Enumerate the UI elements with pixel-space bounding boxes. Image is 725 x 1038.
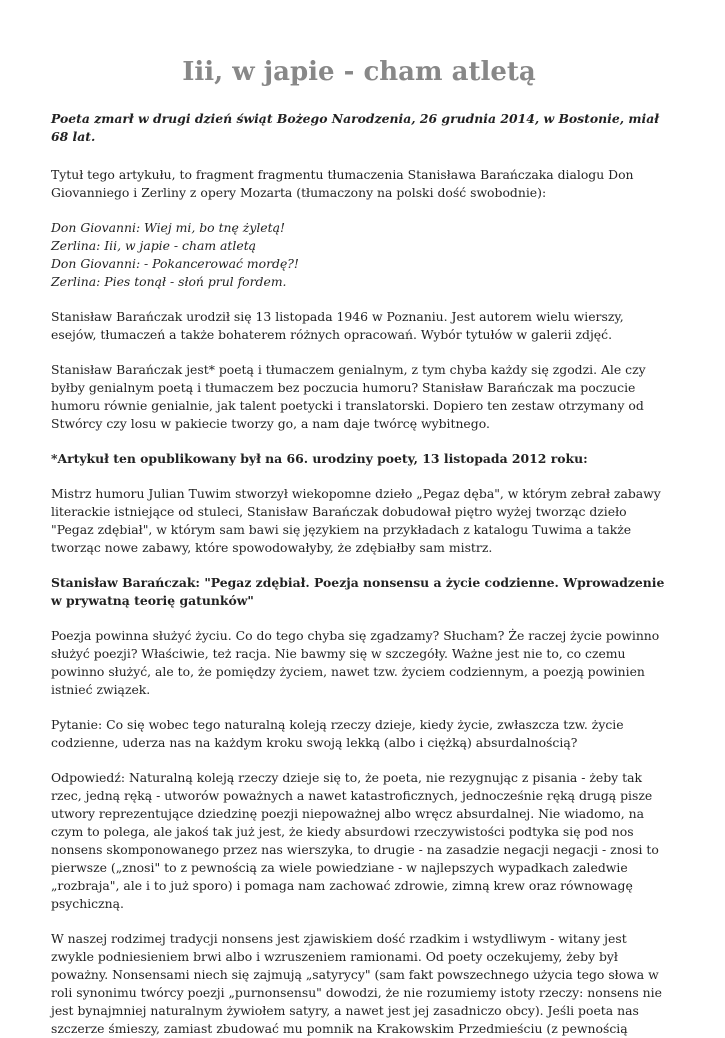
dialogue-block [51, 219, 667, 291]
genius-paragraph: Stanisław Barańczak jest* poetą i tłumaczem genialnym, z tym chyba każdy się zgodzi. Ale czy byłby genialnym poetą i tłumaczem bez poczucia humoru? Stanisław Barańczak ma poczucie humoru równie genialnie, jak talent poetycki i translatorski. Dopiero ten zestaw otrzymany od Stwórcy czy losu w pakiecie tworzy go, a nam daje twórcę wybitnego. [51, 362, 646, 431]
publication-note: *Artykuł ten opublikowany był na 66. urodziny poety, 13 listopada 2012 roku: [51, 451, 588, 466]
dialogue-line: Zerlina: Iii, w japie - cham atletą [51, 238, 257, 253]
question-paragraph: Pytanie: Co się wobec tego naturalną koleją rzeczy dzieje, kiedy życie, zwłaszcza tzw. życie codzienne, uderza nas na każdym kroku swoją lekką (albo i ciężką) absurdalnością? [51, 717, 624, 750]
bio-paragraph: Stanisław Barańczak urodził się 13 listopada 1946 w Poznaniu. Jest autorem wielu wierszy, esejów, tłumaczeń a także bohaterem różnych opracowań. Wybór tytułów w galerii zdjęć. [51, 309, 624, 342]
book-heading: Stanisław Barańczak: "Pegaz zdębiał. Poezja nonsensu a życie codzienne. Wprowadzenie w prywatną teorię gatunków" [51, 575, 665, 608]
intro-paragraph: Tytuł tego artykułu, to fragment fragmentu tłumaczenia Stanisława Barańczaka dialogu Don Giovanniego i Zerliny z opery Mozarta (tłumaczony na polski dość swobodnie): [51, 167, 634, 200]
answer-paragraph: Odpowiedź: Naturalną koleją rzeczy dzieje się to, że poeta, nie rezygnując z pisania - żeby tak rzec, jedną ręką - utworów poważnych a nawet katastroficznych, jednocześnie ręką drugą pisze utwory reprezentujące dziedzinę poezji niepoważnej albo wręcz absurdalnej. Nie wiadomo, na czym to polega, ale jakoś tak już jest, że kiedy absurdowi rzeczywistości podtyka się pod nos nonsens skomponowanego przez nas wierszyka, to drugie - na zasadzie negacji negacji - znosi to pierwsze („znosi" to z pewnością za wiele powiedziane - w najlepszych wypadkach zaledwie „rozbraja", ale i to już sporo) i pomaga nam zachować zdrowie, zimną krew oraz równowagę psychiczną. [51, 770, 659, 911]
dialogue-line: Don Giovanni: - Pokancerować mordę?! [51, 256, 299, 271]
tuwim-paragraph: Mistrz humoru Julian Tuwim stworzył wiekopomne dzieło „Pegaz dęba", w którym zebrał zabawy literackie istniejące od stuleci, Stanisław Barańczak dobudował piętro wyżej tworząc dzieło "Pegaz zdębiał", w którym sam bawi się językiem na przykładach z katalogu Tuwima a także tworząc nowe zabawy, które spowodowałyby, że zdębiałby sam mistrz. [51, 486, 661, 555]
dialogue-line: Don Giovanni: Wiej mi, bo tnę żyletą! [51, 220, 285, 235]
page-title: Iii, w japie - cham atletą [182, 57, 536, 87]
tradition-paragraph: W naszej rodzimej tradycji nonsens jest zjawiskiem dość rzadkim i wstydliwym - witany jest zwykle podniesieniem brwi albo i wzruszeniem ramionami. Od poety oczekujemy, żeby był poważny. Nonsensami niech się zajmują „satyrycy" (sam fakt powszechnego użycia tego słowa w roli synonimu twórcy poezji „purnonsensu" dowodzi, że nie rozumiemy istoty rzeczy: nonsens nie jest bynajmniej naturalnym żywiołem satyry, a nawet jest jej zasadniczo obcy). Jeśli poeta nas szczerze śmieszy, zamiast zbudować mu pomnik na Krakowskim Przedmieściu (z pewnością [51, 931, 662, 1036]
lead-paragraph: Poeta zmarł w drugi dzień świąt Bożego Narodzenia, 26 grudnia 2014, w Bostonie, miał 68 lat. [51, 111, 659, 144]
poetry-paragraph: Poezja powinna służyć życiu. Co do tego chyba się zgadzamy? Słucham? Że raczej życie powinno służyć poezji? Właściwie, też racja. Nie bawmy się w szczegóły. Ważne jest nie to, co czemu powinno służyć, ale to, że pomiędzy życiem, nawet tzw. życiem codziennym, a poezją powinien istnieć związek. [51, 628, 660, 697]
dialogue-line: Zerlina: Pies tonął - słoń prul fordem. [51, 274, 287, 289]
